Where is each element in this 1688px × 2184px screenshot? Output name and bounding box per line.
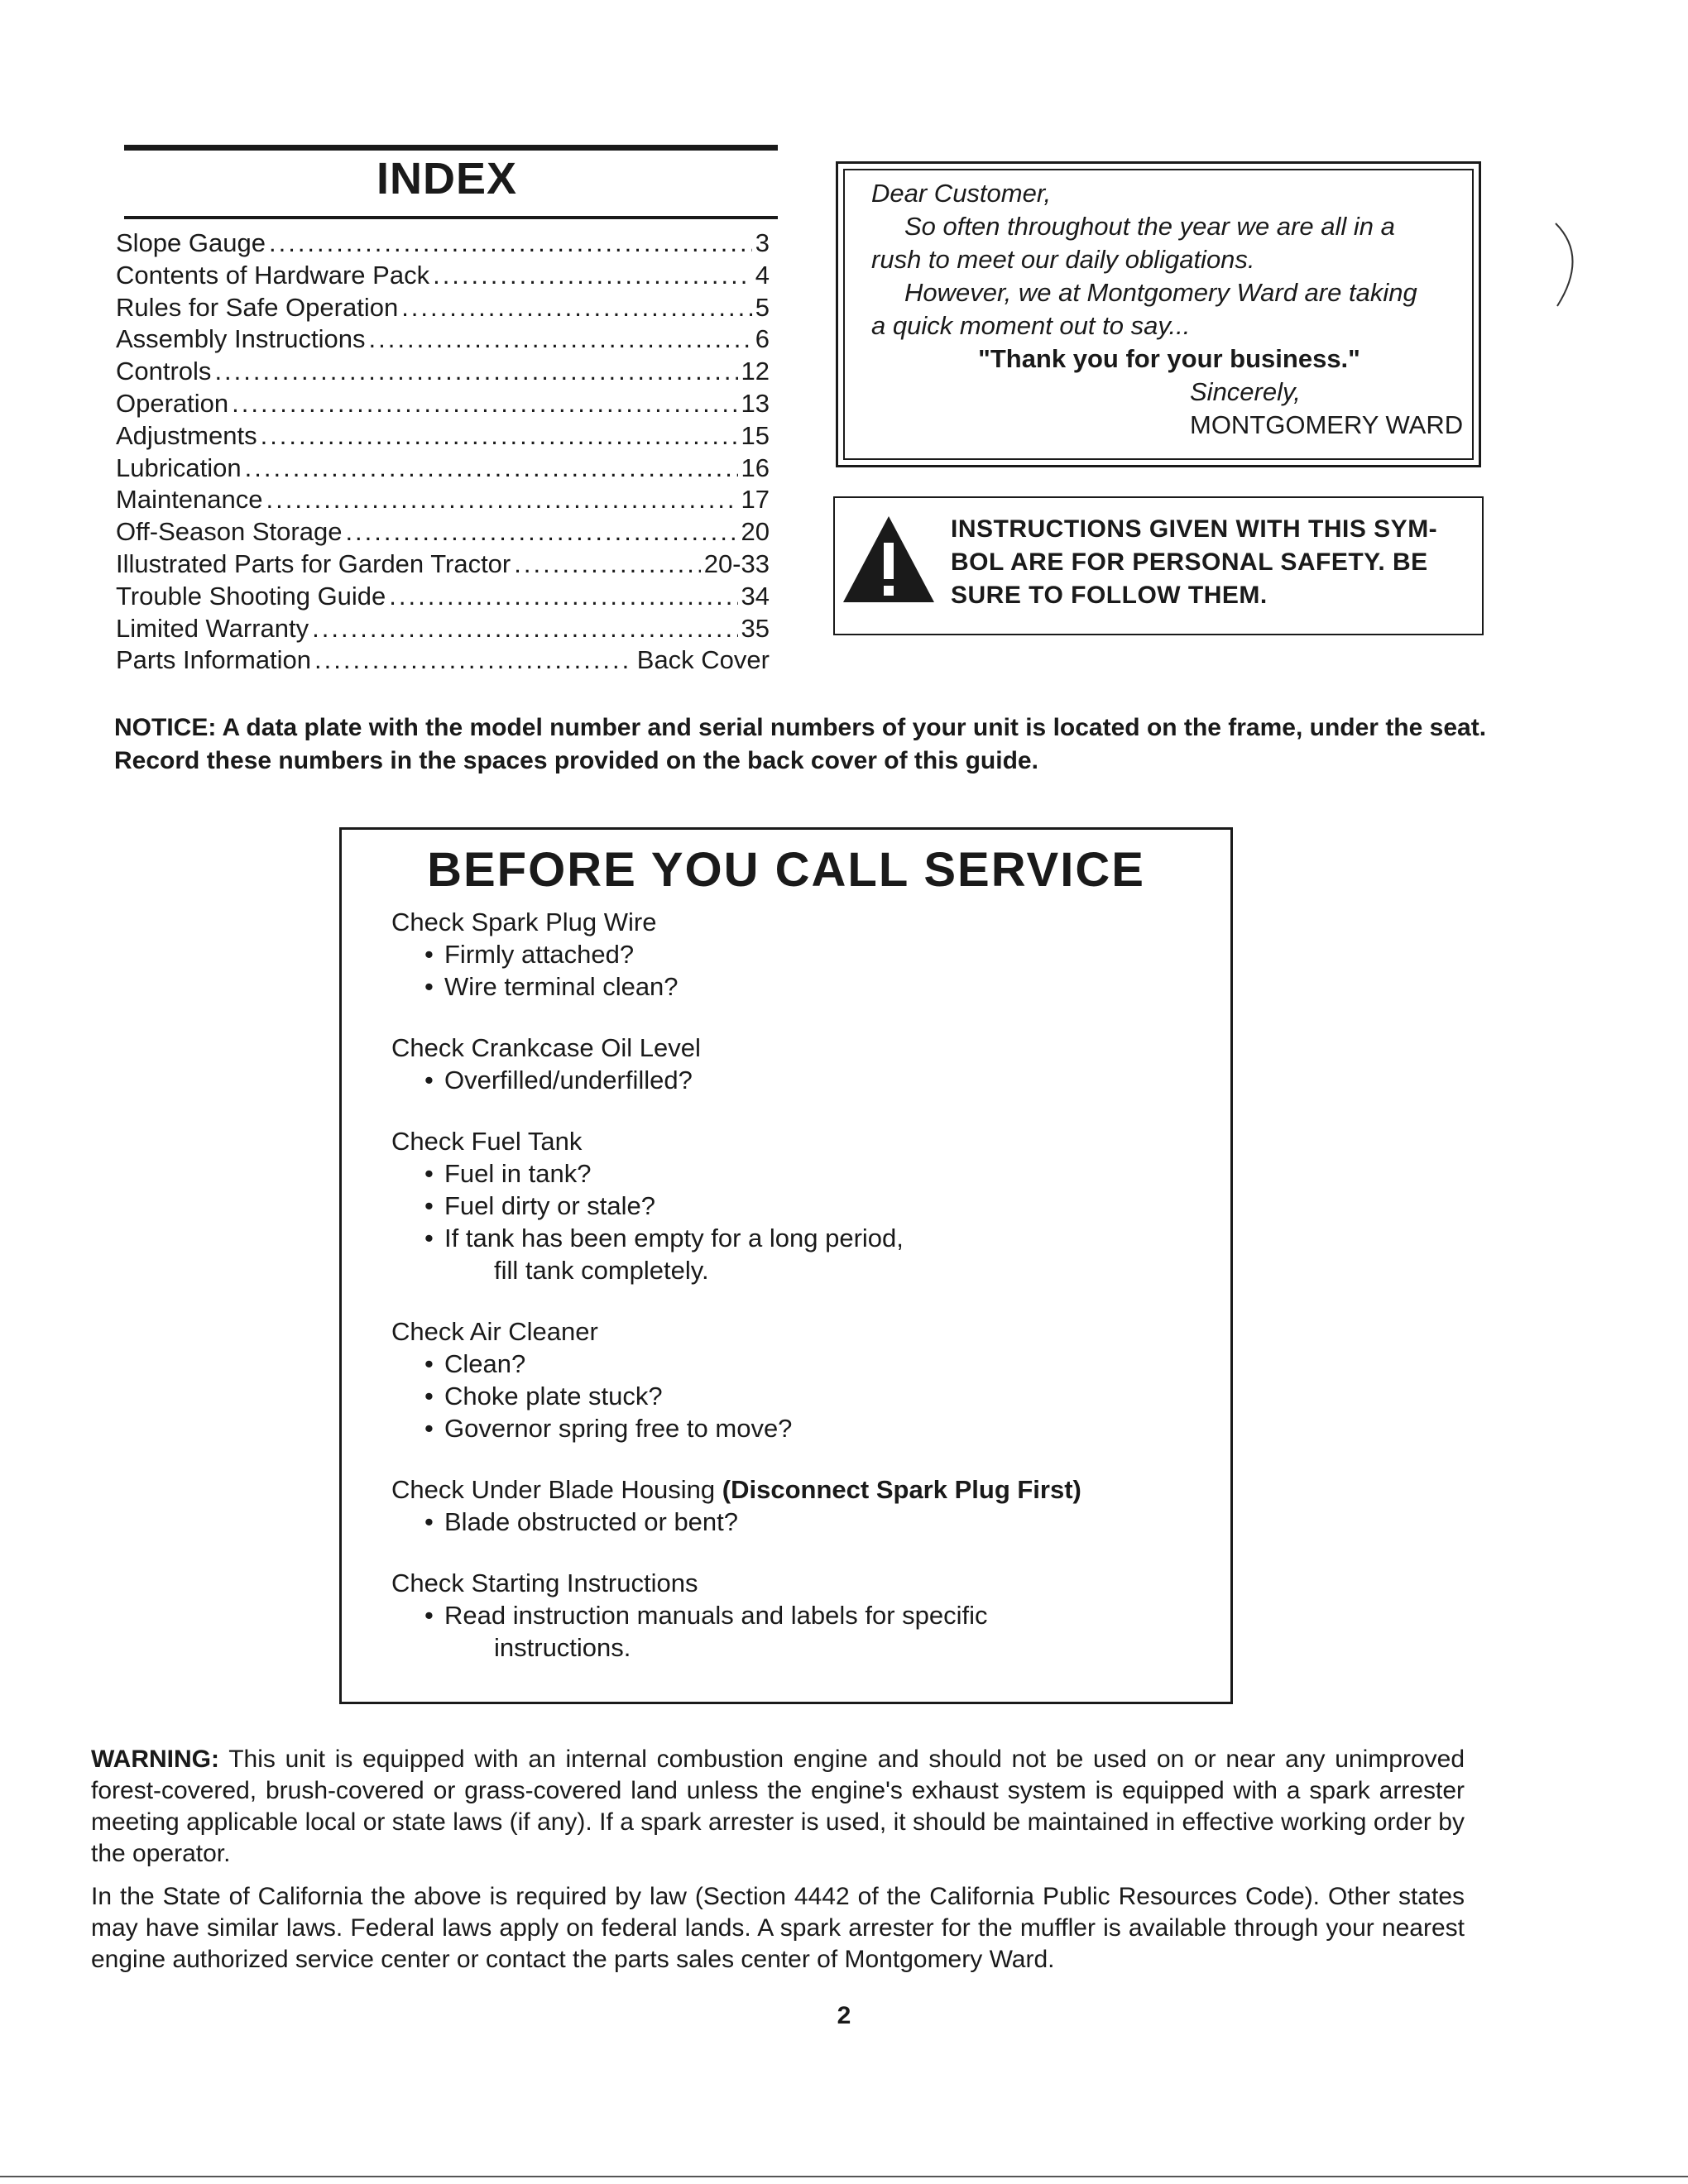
index-entry-label: Controls bbox=[116, 357, 212, 386]
index-entry bbox=[116, 356, 770, 388]
index-title: INDEX bbox=[376, 154, 518, 204]
check-heading-emphasis: (Disconnect Spark Plug First) bbox=[722, 1475, 1081, 1504]
letter-signature: MONTGOMERY WARD bbox=[1190, 410, 1464, 439]
index-entry bbox=[116, 420, 770, 453]
index-entry-label: Illustrated Parts for Garden Tractor bbox=[116, 548, 511, 578]
california-law-paragraph: In the State of California the above is required by law (Section 4442 of the California Public Resources Code). Other states may have similar laws. Federal laws apply on federal lands. A spark arrester for the muffler is available through your nearest engine authorized service center or contact the parts sales center of Montgomery Ward. bbox=[91, 1883, 1465, 1973]
index-entry-label: Lubrication bbox=[116, 453, 242, 482]
warning-triangle-icon bbox=[840, 513, 938, 606]
index-leader-dots bbox=[266, 484, 738, 516]
check-heading: Check Fuel Tank bbox=[391, 1127, 583, 1156]
index-top-rule bbox=[124, 145, 778, 151]
index-entry-label: Maintenance bbox=[116, 485, 263, 515]
index-entry-page: 34 bbox=[741, 581, 770, 611]
index-entry-label: Assembly Instructions bbox=[116, 324, 366, 354]
index-leader-dots bbox=[314, 644, 634, 677]
index-leader-dots bbox=[245, 453, 738, 485]
index-leader-dots bbox=[232, 388, 737, 420]
index-entry bbox=[116, 388, 770, 420]
index-entry-page: 5 bbox=[755, 292, 770, 322]
index-entry-label: Parts Information bbox=[116, 645, 312, 675]
check-group-blade-housing bbox=[391, 1473, 1202, 1538]
safety-notice-box bbox=[833, 496, 1484, 635]
customer-letter bbox=[871, 177, 1467, 442]
index-entry bbox=[116, 292, 770, 324]
index-entry-page: 3 bbox=[755, 228, 770, 257]
check-item-continued: fill tank completely. bbox=[494, 1256, 709, 1285]
check-group-spark-plug bbox=[391, 906, 1202, 1003]
index-entry bbox=[116, 323, 770, 356]
customer-letter-box bbox=[836, 161, 1481, 467]
check-group-oil bbox=[391, 1032, 1202, 1096]
index-leader-dots bbox=[401, 292, 752, 324]
index-entry-page: 35 bbox=[741, 613, 770, 643]
letter-line: rush to meet our daily obligations. bbox=[871, 245, 1255, 274]
safety-line: SURE TO FOLLOW THEM. bbox=[951, 582, 1268, 609]
index-entry-page: 15 bbox=[741, 420, 770, 450]
index-list bbox=[116, 228, 770, 677]
index-entry-page: 17 bbox=[741, 485, 770, 515]
check-heading: Check Air Cleaner bbox=[391, 1317, 598, 1346]
index-entry-page: Back Cover bbox=[636, 645, 770, 675]
check-item: • If tank has been empty for a long period, bbox=[391, 1222, 1202, 1254]
check-heading: Check Crankcase Oil Level bbox=[391, 1033, 701, 1062]
check-heading: Check Starting Instructions bbox=[391, 1569, 698, 1597]
index-entry-label: Adjustments bbox=[116, 420, 257, 450]
index-leader-dots bbox=[312, 613, 737, 645]
index-leader-dots bbox=[433, 260, 752, 292]
index-entry-label: Off-Season Storage bbox=[116, 517, 343, 547]
check-item: • Wire terminal clean? bbox=[391, 970, 1202, 1003]
index-entry bbox=[116, 644, 770, 677]
index-entry-page: 12 bbox=[741, 357, 770, 386]
index-entry-page: 13 bbox=[741, 388, 770, 418]
check-item: • Fuel in tank? bbox=[391, 1157, 1202, 1190]
index-leader-dots bbox=[261, 420, 738, 453]
check-item: • Fuel dirty or stale? bbox=[391, 1190, 1202, 1222]
index-leader-dots bbox=[514, 548, 700, 581]
data-plate-notice: NOTICE: A data plate with the model number and serial numbers of your unit is located on the frame, under the seat. Record these numbers in the spaces provided on the back cover of this guide. bbox=[114, 714, 1487, 774]
index-entry-label: Contents of Hardware Pack bbox=[116, 260, 430, 290]
check-item: • Read instruction manuals and labels for specific bbox=[391, 1599, 1202, 1631]
index-entry bbox=[116, 548, 770, 581]
index-entry-label: Slope Gauge bbox=[116, 228, 266, 257]
index-entry-page: 20 bbox=[741, 517, 770, 547]
check-item: • Governor spring free to move? bbox=[391, 1412, 1202, 1444]
check-item: • Clean? bbox=[391, 1348, 1202, 1380]
check-heading: Check Under Blade Housing bbox=[391, 1475, 716, 1504]
check-item: • Blade obstructed or bent? bbox=[391, 1506, 1202, 1538]
check-heading: Check Spark Plug Wire bbox=[391, 908, 657, 936]
safety-line: BOL ARE FOR PERSONAL SAFETY. BE bbox=[951, 548, 1428, 576]
index-entry bbox=[116, 228, 770, 260]
index-entry-label: Limited Warranty bbox=[116, 613, 309, 643]
index-title-underline bbox=[124, 216, 778, 219]
index-entry-label: Rules for Safe Operation bbox=[116, 292, 399, 322]
index-leader-dots bbox=[345, 516, 737, 548]
service-title: BEFORE YOU CALL SERVICE bbox=[427, 843, 1145, 897]
safety-line: INSTRUCTIONS GIVEN WITH THIS SYM- bbox=[951, 515, 1438, 543]
warning-paragraph bbox=[91, 1744, 1465, 1870]
index-entry-label: Trouble Shooting Guide bbox=[116, 581, 386, 611]
check-group-fuel bbox=[391, 1125, 1202, 1286]
check-group-starting bbox=[391, 1567, 1202, 1664]
index-entry bbox=[116, 260, 770, 292]
index-entry bbox=[116, 516, 770, 548]
check-heading-row bbox=[391, 1473, 1202, 1506]
index-leader-dots bbox=[369, 323, 752, 356]
index-leader-dots bbox=[214, 356, 737, 388]
check-item-continued: instructions. bbox=[494, 1633, 631, 1662]
check-item: • Firmly attached? bbox=[391, 938, 1202, 970]
before-service-box bbox=[339, 827, 1233, 1704]
letter-line: a quick moment out to say... bbox=[871, 311, 1191, 340]
index-entry-page: 20-33 bbox=[703, 548, 770, 578]
index-entry-page: 16 bbox=[741, 453, 770, 482]
index-entry bbox=[116, 613, 770, 645]
index-leader-dots bbox=[269, 228, 752, 260]
letter-line: So often throughout the year we are all in a bbox=[904, 212, 1395, 241]
check-item: • Overfilled/underfilled? bbox=[391, 1064, 1202, 1096]
index-entry bbox=[116, 453, 770, 485]
index-entry bbox=[116, 581, 770, 613]
page-number: 2 bbox=[837, 2002, 851, 2029]
letter-line: However, we at Montgomery Ward are taking bbox=[904, 278, 1417, 307]
check-group-air-cleaner bbox=[391, 1315, 1202, 1444]
letter-thanks: "Thank you for your business." bbox=[978, 344, 1360, 373]
scan-mark-curve bbox=[1547, 215, 1597, 314]
spark-arrester-warning bbox=[91, 1744, 1465, 1987]
warning-text: This unit is equipped with an internal combustion engine and should not be used on or near any unimproved forest-covered, brush-covered or grass-covered land unless the engine's exhaust system is equipped with a spark arrester meeting applicable local or state laws (if any). If a spark arrester is used, it should be maintained in effective working order by the operator. bbox=[91, 1746, 1465, 1867]
index-leader-dots bbox=[389, 581, 737, 613]
letter-salutation: Dear Customer, bbox=[871, 179, 1052, 208]
check-item: • Choke plate stuck? bbox=[391, 1380, 1202, 1412]
service-checklist bbox=[391, 906, 1202, 1693]
page-bottom-rule bbox=[0, 2176, 1688, 2177]
warning-label: WARNING: bbox=[91, 1746, 219, 1773]
index-entry bbox=[116, 484, 770, 516]
index-entry-label: Operation bbox=[116, 388, 229, 418]
index-entry-page: 6 bbox=[755, 324, 770, 354]
index-entry-page: 4 bbox=[755, 260, 770, 290]
letter-closing: Sincerely, bbox=[1190, 377, 1301, 406]
safety-notice-text bbox=[951, 513, 1472, 612]
